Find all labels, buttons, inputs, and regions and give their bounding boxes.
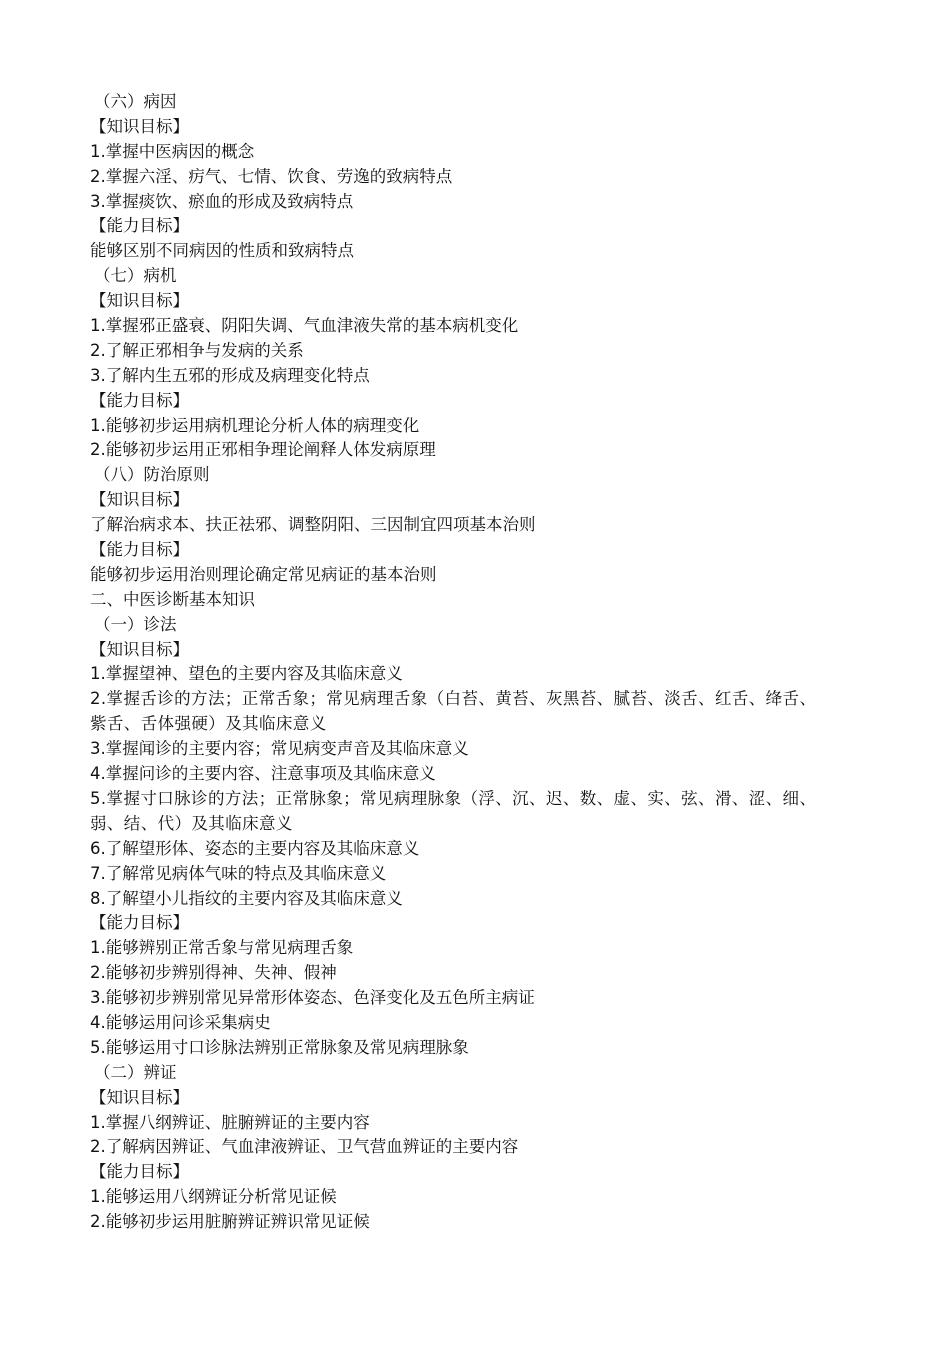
list-item: 1.掌握八纲辨证、脏腑辨证的主要内容: [90, 1112, 370, 1132]
list-item: 5.掌握寸口脉诊的方法；正常脉象；常见病理脉象（浮、沉、迟、数、虚、实、弦、滑、涩、细、弱、结、代）及其临床意义: [90, 788, 817, 833]
list-item: 1.能够初步运用病机理论分析人体的病理变化: [90, 415, 420, 435]
list-item: 了解治病求本、扶正祛邪、调整阴阳、三因制宜四项基本治则: [90, 515, 536, 535]
list-item: 能够区别不同病因的性质和致病特点: [90, 241, 354, 261]
section-heading: （二）辨证: [94, 1062, 177, 1082]
list-item: 2.掌握舌诊的方法；正常舌象；常见病理舌象（白苔、黄苔、灰黑苔、腻苔、淡舌、红舌、绛舌、紫舌、舌体强硬）及其临床意义: [90, 689, 817, 734]
chapter-heading: 二、中医诊断基本知识: [90, 589, 255, 609]
list-item: 7.了解常见病体气味的特点及其临床意义: [90, 863, 387, 883]
objective-heading: 【知识目标】: [90, 490, 189, 510]
objective-heading: 【知识目标】: [90, 116, 189, 136]
list-item: 2.了解正邪相争与发病的关系: [90, 340, 304, 360]
list-item: 3.掌握闻诊的主要内容；常见病变声音及其临床意义: [90, 739, 469, 759]
objective-heading: 【知识目标】: [90, 1087, 189, 1107]
list-item: 6.了解望形体、姿态的主要内容及其临床意义: [90, 838, 420, 858]
list-item: 1.掌握中医病因的概念: [90, 141, 255, 161]
list-item: 2.掌握六淫、疠气、七情、饮食、劳逸的致病特点: [90, 166, 453, 186]
objective-heading: 【能力目标】: [90, 913, 189, 933]
section-heading: （七）病机: [94, 266, 177, 286]
list-item: 4.能够运用问诊采集病史: [90, 1013, 271, 1033]
objective-heading: 【能力目标】: [90, 390, 189, 410]
list-item: 5.能够运用寸口诊脉法辨别正常脉象及常见病理脉象: [90, 1037, 469, 1057]
objective-heading: 【能力目标】: [90, 1162, 189, 1182]
list-item: 2.能够初步运用正邪相争理论阐释人体发病原理: [90, 440, 436, 460]
list-item: 3.能够初步辨别常见异常形体姿态、色泽变化及五色所主病证: [90, 988, 535, 1008]
objective-heading: 【知识目标】: [90, 639, 189, 659]
objective-heading: 【能力目标】: [90, 540, 189, 560]
document-page: [90, 90, 830, 1235]
list-item: 4.掌握问诊的主要内容、注意事项及其临床意义: [90, 764, 436, 784]
list-item: 3.了解内生五邪的形成及病理变化特点: [90, 365, 370, 385]
objective-heading: 【知识目标】: [90, 291, 189, 311]
list-item: 2.能够初步辨别得神、失神、假神: [90, 963, 337, 983]
list-item: 3.掌握痰饮、瘀血的形成及致病特点: [90, 191, 354, 211]
objective-heading: 【能力目标】: [90, 216, 189, 236]
section-heading: （六）病因: [94, 92, 177, 111]
list-item: 1.能够运用八纲辨证分析常见证候: [90, 1187, 337, 1207]
list-item: 2.了解病因辨证、气血津液辨证、卫气营血辨证的主要内容: [90, 1137, 519, 1157]
section-heading: （八）防治原则: [94, 465, 210, 485]
list-item: 8.了解望小儿指纹的主要内容及其临床意义: [90, 888, 403, 908]
list-item: 1.掌握望神、望色的主要内容及其临床意义: [90, 664, 403, 684]
list-item: 1.掌握邪正盛衰、阴阳失调、气血津液失常的基本病机变化: [90, 316, 519, 336]
list-item: 1.能够辨别正常舌象与常见病理舌象: [90, 938, 354, 958]
section-heading: （一）诊法: [94, 614, 177, 634]
list-item: 2.能够初步运用脏腑辨证辨识常见证候: [90, 1212, 370, 1232]
list-item: 能够初步运用治则理论确定常见病证的基本治则: [90, 564, 437, 584]
